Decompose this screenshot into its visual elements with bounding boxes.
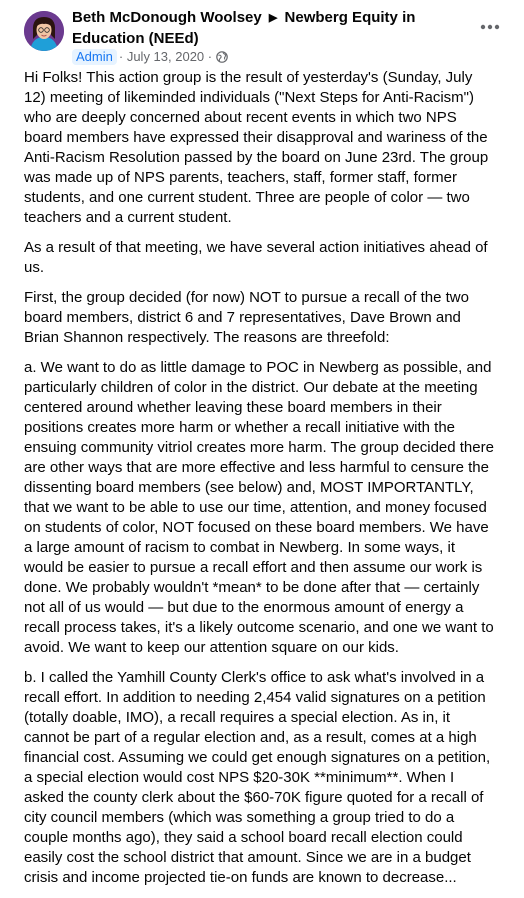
post-meta [72,49,228,65]
post-paragraph: b. I called the Yamhill County Clerk's office to ask what's involved in a recall effort. In addition to needing 2,454 valid signatures on a petition (totally doable, IMO), a recall requires a special election. As in, it cannot be part of a regular election and, as a result, comes at a high financial cost. Assuming we could get enough signatures on a petition, a special election would cost NPS $20-30K **minimum**. When I asked the county clerk about the $60-70K figure quoted for a recall of city council members (which was something a group tried to do a couple months ago), they said a school board recall election could easily cost the school district that amount. Since we are in a budget crisis and income projected tie-on funds are known to decrease... [24,669,491,886]
more-options-button[interactable] [472,9,508,45]
admin-badge: Admin [72,49,117,65]
globe-svg [216,51,228,63]
meta-separator: · [118,49,124,64]
post-header [24,7,508,65]
post-paragraph: First, the group decided (for now) NOT to pursue a recall of the two board members, district 6 and 7 representatives, Dave Brown and Brian Shannon respectively. The reasons are threefold: [24,289,469,346]
post-paragraph: a. We want to do as little damage to POC in Newberg as possible, and particularly children of color in the district. Our debate at the meeting centered around whether leaving these board members in their positions creates more harm or whether a recall initiative with the ensuing community vitriol creates more harm. The group decided there are other ways that are more effective and less harmful to censure the dissenting board members (see below) and, MOST IMPORTANTLY, that we want to be able to use our time, attention, and money focused on students of color, NOT focused on these board members. We have a large amount of racism to combat in Newberg. In some ways, it would be easier to pursue a recall effort and then assume our work is done. We probably wouldn't *mean* to be done after that — certainly not all of us would — but due to the enormous amount of energy a recall process takes, it's a likely outcome scenario, and one we want to avoid. We want to keep our attention square on our kids. [24,359,494,656]
globe-icon[interactable] [216,51,228,63]
author-name[interactable]: Beth McDonough Woolsey [72,9,262,26]
ellipsis-icon [480,24,500,30]
post-date[interactable]: July 13, 2020 [126,49,205,64]
meta-separator: · [207,49,213,64]
post-paragraph: Hi Folks! This action group is the result of yesterday's (Sunday, July 12) meeting of likeminded individuals ("Next Steps for Anti-Racism") who are deeply concerned about recent events in which two NPS board members have expressed their disapproval and wariness of the Anti-Racism Resolution passed by the board on June 23rd. The group was made up of NPS parents, teachers, staff, former staff, former students, and one current student. Three are people of color — two teachers and a current student. [24,69,489,226]
post-body [24,68,496,898]
group-name[interactable]: Newberg Equity in Education (NEEd) [72,9,416,47]
post-paragraph: As a result of that meeting, we have several action initiatives ahead of us. [24,239,488,276]
author-avatar[interactable] [24,11,64,51]
post-title [72,8,462,49]
avatar-illustration [24,11,64,51]
arrow-right-icon: ▶ [268,12,278,24]
